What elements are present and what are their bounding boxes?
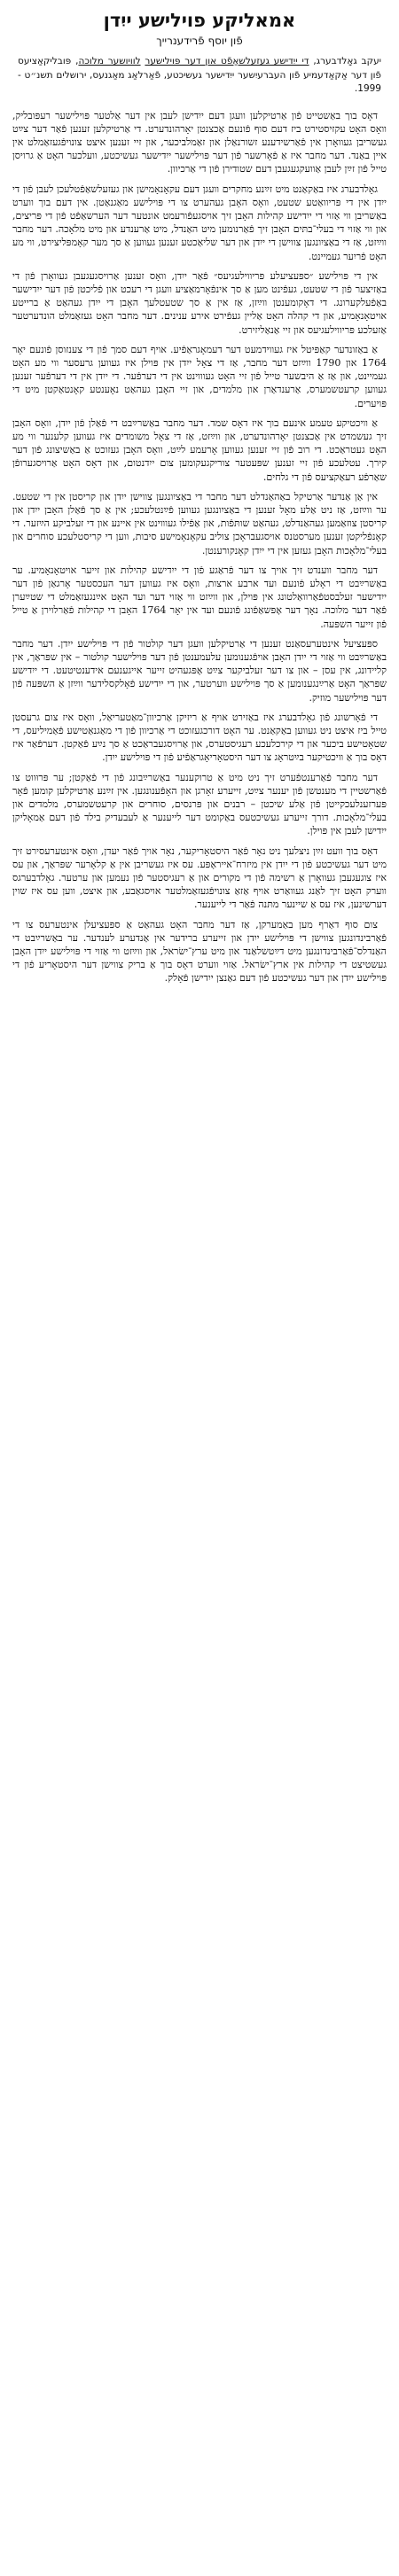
article-byline: פֿון יוסף פֿרידענרייך xyxy=(156,35,243,47)
paragraph: דער מחבר פֿאַרענטפֿערט זיך ניט מיט אַ טרוקענער באַשרײַבונג פֿון די פֿאַקטן; ער פּרוּווט צו פֿאַרשטיין די מענטשן פֿון יענער צײַט, זייערע זאָרגן און האָפֿענונגען. אין זײַנע אַרטיקלען קומען פֿאָר פּערזענלעכקייטן פֿון אַלע שיכטן – רבנים און פּרנסים, סוחרים און קרעטשמערס, מלמדים און בעלי־מלאָכות. דורך זייערע געשיכטעס באַקומט דער לייענער אַ לעבעדיק בילד פֿון דעם אַמאָליקן ייִדישן לעבן אין פּוילן. xyxy=(12,771,387,837)
paragraph: אַ באַזונדער קאַפּיטל איז געווידמעט דער דעמאָגראַפֿיע. אויף דעם סמך פֿון די צענזוסן פֿונעם יאָר 1764 און 1790 ווײַזט דער מחבר, אַז די צאָל ייִדן אין פּוילן איז געווען גרעסער ווי מע האָט געמיינט, און אַז אַ היבשער טייל פֿון זיי האָט געוווינט אין די דערפֿער. די ייִדן אין די דערפֿער זענען געווען קרעטשמערס, אַרענדאַרן און מלמדים, און זיי האָבן געהאַט נאָענטע קאָנטאַקטן מיט די פּויערים. xyxy=(12,343,387,409)
article-title: אמאליקע פוילישע ייִדן xyxy=(103,10,296,31)
biblio-publisher: פּובליקאַציעס פֿון דער אַקאַדעמיע פֿון העברעיִשער ייִדישער געשיכטע, פֿאַרלאַג מאַגנעס, ירושלים תשנ״ט - 1999. xyxy=(18,56,381,94)
bibliographic-note: יעקב גאָלדבערג, די ייִדישע געזעלשאַפֿט און דער פּוילישער לוויושער מלוכה, פּובליקאַציעס פֿון דער אַקאַדעמיע פֿון העברעיִשער ייִדישער געשיכטע, פֿאַרלאַג מאַגנעס, ירושלים תשנ״ט - 1999. xyxy=(18,56,381,94)
biblio-book-subtitle: לוויושער מלוכה xyxy=(78,56,141,66)
article-body xyxy=(12,109,387,985)
paragraph: אַ וויכטיקע טעמע אינעם בוך איז דאָס שמד. דער מחבר באַשרײַבט די פֿאַלן פֿון ייִדן, וואָס האָבן זיך געשמדט אין אַכצנטן יאָרהונדערט, און ווײַזט, אַז די צאָל משומדים איז געווען קלענער ווי מע האָט געטראַכט. די רוב פֿון זיי זענען געווען אָרעמע לײַט, וואָס האָבן געזוכט אַ באַשיצונג פֿון דער קירך. עטלעכע פֿון זיי זענען שפּעטער צוריקגעקומען צום ייִדנטום, און דאָס האָט אַרויסגערופֿן שאַרפֿע רעאַקציעס פֿון די גלחים. xyxy=(12,416,387,483)
paragraph: אין אַן אַנדער אַרטיקל באַהאַנדלט דער מחבר די באַציִונגען צווישן ייִדן און קריסטן אין די שטעט. ער ווײַזט, אַז ניט אַלע מאָל זענען די באַציִונגען געווען פֿײַנטלעכע; אין אַ סך פֿאַלן האָבן ייִדן און קריסטן צוזאַמען געהאַנדלט, געהאַט שותּפֿות, און אַפֿילו געוווינט אין איינע און די זעלביקע הײַזער. די קאָנפֿליקטן זענען מערסטנס אויסגעבראָכן צוליב עקאָנאָמישע סיבות, ווען די קריסטלעכע סוחרים און בעלי־מלאָכות האָבן געזען אין די ייִדן קאָנקורענטן. xyxy=(12,490,387,556)
biblio-author: יעקב גאָלדבערג, xyxy=(313,56,381,66)
paragraph: דער מחבר ווענדט זיך אויך צו דער פֿראַגע פֿון די ייִדישע קהילות און זייער אויטאָנאָמיע. ער באַשרײַבט די ראָלע פֿונעם ועד ארבע ארצות, וואָס איז געווען דער העכסטער אָרגאַן פֿון דער ייִדישער זעלבסטפֿאַרוואַלטונג אין פּוילן, און ווײַזט ווי אַזוי דער ועד האָט אײַנגעזאַמלט די שטײַערן פֿאַר דער מלוכה. נאָך דער אָפּשאַפֿונג פֿונעם ועד אין יאָר 1764 האָבן די קהילות פֿאַרלוירן אַ טייל פֿון זייער השפּעה. xyxy=(12,564,387,630)
paragraph: דאָס בוך וועט זײַן ניצלעך ניט נאָר פֿאַר היסטאָריקער, נאָר אויך פֿאַר יעדן, וואָס אינטערעסירט זיך מיט דער געשיכטע פֿון די ייִדן אין מיזרח־אייראָפּע. עס איז געשריבן אין אַ קלאָרער שפּראַך, און עס איז צוגעגעבן געוואָרן אַ רשימה פֿון די מקורים און אַ רעגיסטער פֿון נעמען און ערטער. גאָלדבערגס ווערק האָט זיך לאַנג געוואַרט אויף אַזאַ צונויפֿגעזאַמלטער אויסגאַבע, און איצט, ווען עס איז שוין דערשינען, איז עס אַ שיינער מתּנה פֿאַר די לייענער. xyxy=(12,844,387,911)
paragraph: צום סוף דאַרף מען באַמערקן, אַז דער מחבר האָט געהאַט אַ ספּעציעלן אינטערעס צו די פֿאַרבינדונגען צווישן די פּוילישע ייִדן און זייערע ברידער אין אַנדערע לענדער. ער באַשרײַבט די האַנדלס־פֿאַרבינדונגען מיט דײַטשלאַנד און מיט ערץ־ישׂראל, און ווײַזט ווי אַזוי די פּוילישע ייִדן האָבן געשטיצט די קהילות אין ארץ־ישׂראל. אַזוי ווערט דאָס בוך אַ בריק צווישן דער היסטאָריע פֿון די פּוילישע ייִדן און דער געשיכטע פֿון דעם גאַנצן ייִדישן פֿאָלק. xyxy=(12,918,387,984)
paragraph: אין די פּוילישע ״ספּעציעלע פּריווילעגיעס״ פֿאַר ייִדן, וואָס זענען אַרויסגעגעבן געוואָרן פֿון די באַזיצער פֿון די שטעט, געפֿינט מען אַ סך אינפֿאָרמאַציע וועגן די רעכט און פֿליכטן פֿון דער ייִדישער באַפֿעלקערונג. די דאָקומענטן ווײַזן, אַז אין אַ סך שטעטלעך האָבן די ייִדן געהאַט אַ ברייטע אויטאָנאָמיע, און די קהלה האָט אַליין געפֿירט אירע ענינים. דער מחבר האָט געזאַמלט הונדערטער אַזעלכע פּריווילעגיעס און זיי אַנאַליזירט. xyxy=(12,269,387,336)
biblio-book-title: די ייִדישע געזעלשאַפֿט און דער פּוילישער xyxy=(145,56,309,66)
paragraph: גאָלדבערג איז באַקאַנט מיט זײַנע מחקרים וועגן דעם עקאָנאָמישן און געזעלשאַפֿטלעכן לעבן פֿון די ייִדן אין די פּריוואַטע שטעט, וואָס האָבן געהערט צו די פּוילישע מאַגנאַטן. אין דעם בוך ווערט באַשריבן ווי אַזוי די ייִדישע קהילות האָבן זיך אויסגעפֿורעמט אונטער דער הערשאַפֿט פֿון די פּריצים, און ווי אַזוי די בעלי־בתּים האָבן זיך פֿאַרנומען מיט האַנדל, מיט אַרענדע און מיט מלאָכה. דער מחבר ווײַזט, אַז די באַציִונגען צווישן די ייִדן און דער שליאַכטע זענען געווען אַ סך מער קאָמפּליצירט, ווי מע האָט פֿריִער געמיינט. xyxy=(12,183,387,262)
paragraph: די פֿאָרשונג פֿון גאָלדבערג איז באַזירט אויף אַ ריזיקן אַרכיוון־מאַטעריאַל, וואָס איז צום גרעסטן טייל ביז איצט ניט געווען באַקאַנט. ער האָט דורכגעזוכט די אַרכיוון פֿון די מאַגנאַטישע פֿאַמיליעס, די שטאָטישע ביכער און די קירכלעכע רעגיסטערס, און אַרויסגעבראַכט אַ סך נײַע פֿאַקטן. דערפֿאַר איז דאָס בוך אַ וויכטיקער בײַטראָג צו דער היסטאָריאָגראַפֿיע פֿון די פּוילישע ייִדן. xyxy=(12,711,387,764)
paragraph: דאָס בוך באַשטייט פֿון אַרטיקלען וועגן דעם ייִדישן לעבן אין דער אַלטער פּוילישער רעפּובליק, וואָס האָט עקזיסטירט ביז דעם סוף פֿונעם אַכצנטן יאָרהונדערט. די אַרטיקלען זענען פֿאַר דער צײַט געשריבן געוואָרן אין פֿאַרשידענע זשורנאַלן און זאַמלביכער, און זיי זענען איצט צונויפֿגעזאַמלט אין איין באַנד. דער מחבר איז אַ פֿאָרשער פֿון דער פּוילישער ייִדישער געשיכטע, וועלכער האָט אַ גרויסן טייל פֿון זײַן לעבן אַוועקגעגעבן דעם שטודירן פֿון די אַרכיוון. xyxy=(12,109,387,175)
paragraph: ספּעציעל אינטערעסאַנט זענען די אַרטיקלען וועגן דער קולטור פֿון די פּוילישע ייִדן. דער מחבר באַשרײַבט ווי אַזוי די ייִדן האָבן אויפֿגענומען עלעמענטן פֿון דער פּוילישער קולטור – אין שפּראַך, אין קליידונג, אין עסן – און צו דער זעלביקער צײַט אָפּגעהיט זייער אייגענעם אידענטיטעט. די ייִדישע שפּראַך האָט אַרײַנגענומען אַ סך פּוילישע ווערטער, און די ייִדישע פֿאָלקסלידער ווײַזן אַ השפּעה פֿון דער פּוילישער מוזיק. xyxy=(12,637,387,704)
